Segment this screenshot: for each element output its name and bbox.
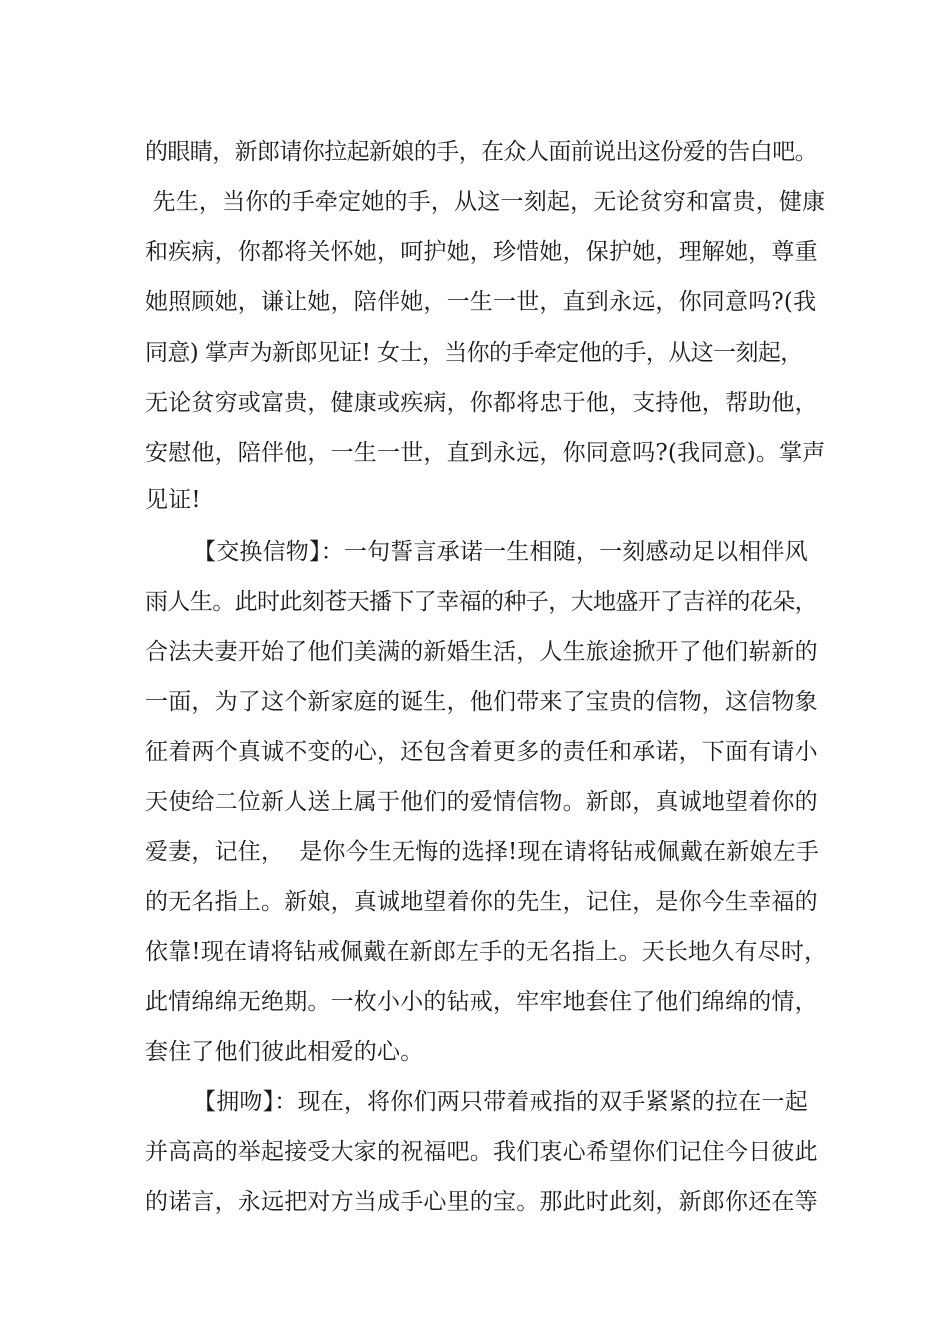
text-line: 无论贫穷或富贵，健康或疾病，你都将忠于他，支持他，帮助他， — [145, 390, 818, 416]
text-line: 雨人生。此时此刻苍天播下了幸福的种子，大地盛开了吉祥的花朵， — [145, 589, 818, 615]
text-line: 爱妻，记住， 是你今生无悔的选择!现在请将钻戒佩戴在新娘左手 — [145, 839, 820, 865]
text-line: 和疾病，你都将关怀她，呵护她，珍惜她，保护她，理解她，尊重 — [145, 239, 818, 265]
text-line: 天使给二位新人送上属于他们的爱情信物。新郎，真诚地望着你的 — [145, 789, 818, 815]
section-heading-embrace: 【拥吻】：现在，将你们两只带着戒指的双手紧紧的拉在一起 — [193, 1089, 808, 1115]
text-line: 她照顾她，谦让她，陪伴她，一生一世，直到永远，你同意吗?(我 — [145, 289, 817, 315]
text-line: 安慰他，陪伴他，一生一世，直到永远，你同意吗?(我同意)。掌声 — [145, 440, 826, 466]
text-line: 征着两个真诚不变的心，还包含着更多的责任和承诺，下面有请小 — [145, 739, 818, 765]
text-line: 的无名指上。新娘，真诚地望着你的先生，记住，是你今生幸福的 — [145, 889, 818, 915]
text-line: 套住了他们彼此相爱的心。 — [145, 1039, 424, 1065]
text-line: 此情绵绵无绝期。一枚小小的钻戒，牢牢地套住了他们绵绵的情， — [145, 989, 818, 1015]
text-line: 并高高的举起接受大家的祝福吧。我们衷心希望你们记住今日彼此 — [145, 1139, 818, 1165]
text-line: 的眼睛，新郎请你拉起新娘的手，在众人面前说出这份爱的告白吧。 — [145, 139, 818, 165]
section-heading-exchange-tokens: 【交换信物】：一句誓言承诺一生相随，一刻感动足以相伴风 — [193, 539, 808, 565]
text-line: 同意) 掌声为新郎见证! 女士，当你的手牵定他的手，从这一刻起， — [145, 340, 803, 366]
text-line: 合法夫妻开始了他们美满的新婚生活，人生旅途掀开了他们崭新的 — [145, 639, 818, 665]
text-line: 的诺言，永远把对方当成手心里的宝。那此时此刻，新郎你还在等 — [145, 1189, 818, 1215]
text-line: 先生，当你的手牵定她的手，从这一刻起，无论贫穷和富贵，健康 — [145, 189, 826, 215]
text-line: 依靠!现在请将钻戒佩戴在新郎左手的无名指上。天长地久有尽时， — [145, 939, 828, 965]
text-line: 一面，为了这个新家庭的诞生，他们带来了宝贵的信物，这信物象 — [145, 689, 818, 715]
text-line: 见证! — [145, 487, 201, 513]
